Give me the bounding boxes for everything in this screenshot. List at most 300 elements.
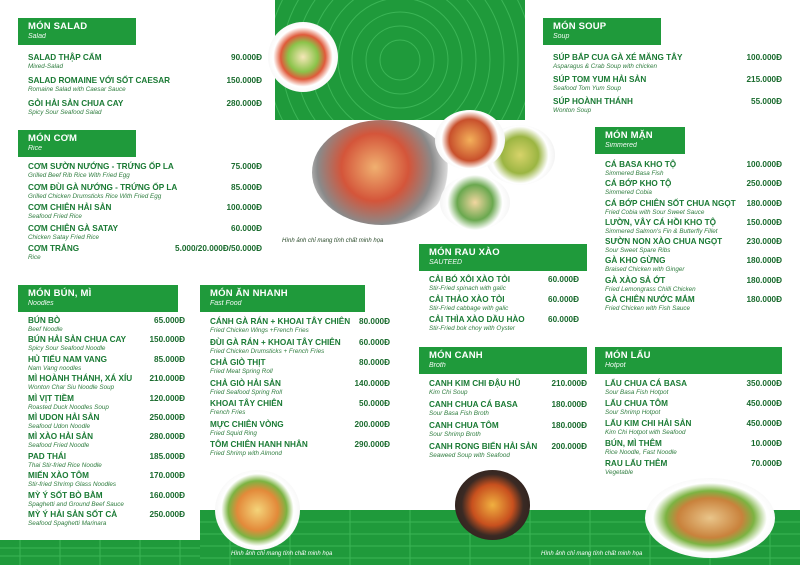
menu-item-description: Spaghetti and Ground Beef Sauce (28, 500, 124, 508)
menu-item (28, 316, 185, 334)
section-subtitle: SAUTEED (429, 259, 463, 266)
menu-item-text (553, 53, 683, 71)
menu-item-price: 450.000Đ (746, 419, 782, 428)
menu-item-text (605, 160, 676, 178)
menu-item-price: 50.000Đ (359, 399, 390, 408)
menu-item-text (28, 471, 116, 489)
section-lau (595, 347, 782, 479)
menu-item-text (28, 99, 123, 117)
menu-item-name: GÀ KHO GỪNG (605, 256, 666, 266)
menu-item-price: 75.000Đ (231, 162, 262, 171)
menu-item-name: CÁ BỚP CHIÊN SỐT CHUA NGỌT (605, 198, 736, 208)
menu-item-name: BÚN HẢI SẢN CHUA CAY (28, 335, 127, 345)
menu-item-price: 350.000Đ (746, 379, 782, 388)
illustration-caption-left: Hình ảnh chỉ mang tính chất minh họa (231, 551, 333, 557)
menu-item-price: 250.000Đ (746, 179, 782, 189)
menu-item (28, 76, 262, 94)
section-salad (18, 18, 262, 122)
menu-item-description: Grilled Beef Rib Rice With Fried Egg (28, 172, 130, 179)
section-header (18, 285, 178, 312)
menu-item-name: CƠM TRẮNG (28, 244, 80, 253)
menu-item (28, 394, 185, 412)
menu-item-name: LƯỜN, VÂY CÁ HỒI KHO TỘ (605, 217, 716, 227)
menu-item-name: CƠM SƯỜN NƯỚNG - TRỨNG ỐP LA (28, 162, 174, 171)
menu-item-text (553, 75, 646, 93)
menu-item (553, 53, 782, 71)
menu-item-text (28, 162, 174, 180)
menu-item-text (429, 295, 508, 313)
menu-item-description: Simmered Cobia (605, 189, 652, 197)
menu-item-description: Simmered Salmon's Fin & Butterfly Fillet (605, 227, 718, 235)
menu-item-text (429, 400, 518, 418)
menu-item (210, 379, 390, 397)
menu-item-price: 210.000Đ (149, 374, 185, 384)
section-subtitle: Soup (553, 33, 570, 40)
menu-item (28, 510, 185, 528)
menu-item-text (605, 199, 736, 217)
menu-item-name: CÁNH GÀ RÁN + KHOAI TÂY CHIÊN (210, 317, 351, 326)
menu-item-name: MÌ HOÀNH THÁNH, XÁ XÍU (28, 374, 133, 384)
section-com (18, 130, 262, 265)
menu-item-price: 215.000Đ (746, 75, 782, 84)
section-title: MÓN SOUP (553, 21, 607, 32)
item-list (595, 374, 782, 477)
menu-item-name: SALAD ROMAINE VỚI SỐT CAESAR (28, 76, 171, 85)
menu-item-name: SÚP HOÀNH THÁNH (553, 97, 633, 106)
section-canh (419, 347, 587, 463)
menu-item-description: French Fries (210, 409, 246, 416)
menu-item-name: MÌ VỊT TIỀM (28, 393, 74, 403)
menu-item-price: 200.000Đ (354, 419, 390, 429)
section-subtitle: Broth (429, 362, 446, 369)
menu-item-description: Seafood Fried Rice (28, 213, 82, 220)
menu-item-text (28, 355, 107, 373)
menu-item-price: 450.000Đ (746, 399, 782, 408)
menu-item (605, 379, 782, 397)
menu-item-name: LẨU CHUA CÁ BASA (605, 379, 688, 388)
menu-item-price: 180.000Đ (551, 400, 587, 409)
menu-item-description: Asparagus & Crab Soup with chicken (553, 63, 657, 70)
menu-item-description: Fried Chicken with Fish Sauce (605, 305, 691, 313)
menu-item-price: 80.000Đ (359, 358, 390, 367)
menu-item-price: 180.000Đ (746, 275, 782, 285)
menu-item-text (28, 183, 177, 201)
menu-item-text (605, 459, 667, 477)
menu-item-description: Seaweed Soup with Seafood (429, 452, 510, 459)
menu-item-description: Nam Vang noodles (28, 364, 82, 372)
menu-item-text (210, 440, 308, 458)
menu-item-name: KHOAI TÂY CHIÊN (210, 399, 283, 408)
menu-item-description: Fried Chicken Wings +French Fries (210, 327, 309, 334)
menu-item-description: Simmered Basa Fish (605, 170, 664, 177)
item-list (18, 45, 262, 117)
menu-item-text (605, 276, 696, 294)
menu-item (429, 400, 587, 418)
menu-item-name: CANH KIM CHI ĐẬU HŨ (429, 379, 521, 388)
noodle-plate-right-photo (645, 478, 775, 558)
menu-item-name: MIẾN XÀO TÔM (28, 471, 89, 481)
menu-item-price: 290.000Đ (354, 440, 390, 449)
menu-item-description: Fried Seafood Spring Roll (210, 388, 283, 396)
menu-item-description: Rice Noodle, Fast Noodle (605, 449, 677, 456)
menu-item-description: Seafood Tom Yum Soup (553, 85, 622, 92)
menu-item-name: CẢI THẢO XÀO TỎI (429, 295, 505, 304)
menu-item (605, 459, 782, 477)
menu-item (28, 183, 262, 201)
menu-item-text (28, 316, 63, 334)
menu-item-text (28, 413, 99, 431)
menu-item-price: 65.000Đ (154, 316, 185, 325)
menu-item-text (429, 315, 525, 333)
illustration-caption-mid: Hình ảnh chỉ mang tính chất minh họa (541, 551, 643, 557)
section-header (200, 285, 365, 312)
menu-item-price: 120.000Đ (149, 393, 185, 403)
menu-item-text (429, 275, 510, 293)
claypot-photo (455, 470, 530, 540)
menu-item (28, 203, 262, 221)
item-list (419, 271, 587, 333)
menu-item-price: 90.000Đ (231, 53, 262, 62)
menu-item (28, 471, 185, 489)
menu-item-price: 180.000Đ (551, 421, 587, 430)
menu-item (429, 275, 579, 293)
menu-item (210, 338, 390, 356)
menu-item-price: 280.000Đ (149, 432, 185, 442)
menu-item (210, 399, 390, 417)
menu-item (28, 53, 262, 71)
section-fastfood (200, 285, 390, 461)
menu-item-price: 100.000Đ (746, 160, 782, 169)
menu-item-name: RAU LẨU THÊM (605, 459, 668, 468)
menu-item (605, 419, 782, 437)
menu-item-text (28, 491, 124, 509)
menu-item (605, 218, 782, 236)
menu-item-description: Roasted Duck Noodles Soup (28, 403, 109, 411)
item-list (18, 157, 262, 262)
menu-item-price: 230.000Đ (746, 237, 782, 247)
menu-item-name: BÚN, MÌ THÊM (605, 439, 662, 448)
menu-item-description: Sour Basa Fish Broth (429, 410, 489, 417)
section-title: MÓN MẶN (605, 130, 653, 141)
menu-item-text (28, 452, 102, 470)
menu-item-description: Fried Meat Spring Roll (210, 368, 273, 375)
menu-item (28, 244, 262, 262)
menu-item-description: Romaine Salad with Caesar Sauce (28, 86, 126, 93)
menu-item-text (605, 256, 684, 274)
menu-item-name: CẢI BÓ XÔI XÀO TỎI (429, 275, 510, 284)
menu-item-name: CANH RONG BIỂN HẢI SẢN (429, 442, 538, 451)
menu-item-name: CÁ BỚP KHO TỘ (605, 179, 672, 189)
section-header (419, 244, 587, 271)
section-subtitle: Fast Food (210, 300, 242, 307)
menu-item-text (605, 379, 687, 397)
menu-item-text (605, 179, 671, 197)
menu-item-description: Stir-Fried cabbage with galic (429, 305, 509, 312)
menu-item-text (210, 420, 284, 438)
menu-item-price: 150.000Đ (226, 76, 262, 85)
menu-item-price: 60.000Đ (231, 223, 262, 233)
vegetable-plate-photo (440, 175, 510, 230)
menu-item-text (605, 218, 717, 236)
menu-item (605, 237, 782, 255)
menu-item (28, 491, 185, 509)
section-header (419, 347, 587, 374)
menu-item-text (28, 335, 126, 353)
menu-item-name: CÁ BASA KHO TỘ (605, 160, 677, 169)
menu-item-name: CHẢ GIÒ THỊT (210, 358, 266, 367)
menu-item-description: Beef Noodle (28, 326, 63, 333)
section-soup (543, 18, 782, 119)
section-subtitle: Salad (28, 33, 46, 40)
menu-item-price: 85.000Đ (231, 182, 262, 192)
menu-item-description: Sour Sweet Spare Ribs (605, 247, 671, 255)
menu-item-price: 200.000Đ (551, 442, 587, 451)
menu-item-price: 55.000Đ (751, 97, 782, 106)
menu-item-text (210, 338, 341, 356)
section-header (595, 347, 782, 374)
menu-item-text (210, 358, 273, 376)
menu-item-name: BÚN BÒ (28, 316, 61, 325)
menu-item-text (605, 439, 677, 457)
menu-item-text (429, 421, 499, 439)
section-title: MÓN SALAD (28, 21, 88, 32)
menu-item-name: CANH CHUA CÁ BASA (429, 400, 518, 409)
menu-item-text (553, 97, 633, 115)
menu-item-description: Stir-Fried bok choy with Oyster (429, 325, 515, 332)
menu-item-price: 140.000Đ (354, 378, 390, 388)
section-subtitle: Noodles (28, 300, 54, 307)
menu-item (28, 374, 185, 392)
noodle-plate-left-photo (215, 470, 300, 550)
menu-item-price: 80.000Đ (359, 317, 390, 326)
menu-item-text (28, 53, 102, 71)
menu-item-description: Stir-Fried spinach with galic (429, 285, 506, 292)
menu-item-description: Sour Shrimp Broth (429, 431, 481, 438)
menu-item-name: SÚP BẮP CUA GÀ XÉ MĂNG TÂY (553, 53, 683, 62)
section-title: MÓN LẨU (605, 350, 651, 361)
menu-item-description: Seafood Fried Noodle (28, 442, 90, 450)
menu-item-description: Spicy Sour Seafood Salad (28, 109, 102, 116)
menu-item-description: Kim Chi Soup (429, 389, 468, 396)
item-list (18, 312, 185, 528)
menu-item-price: 85.000Đ (154, 354, 185, 364)
menu-item-price: 70.000Đ (751, 459, 782, 468)
menu-item-description: Vegetable (605, 469, 634, 476)
section-subtitle: Rice (28, 145, 43, 152)
menu-item-price: 60.000Đ (548, 275, 579, 284)
menu-item (605, 439, 782, 457)
menu-item-description: Wonton Soup (553, 107, 592, 114)
menu-item-name: LẨU KIM CHI HẢI SẢN (605, 419, 692, 428)
menu-item-description: Fried Squid Ring (210, 429, 257, 437)
menu-item (429, 442, 587, 460)
menu-item-name: GÀ CHIÊN NƯỚC MẮM (605, 295, 695, 305)
menu-item (605, 256, 782, 274)
item-list (200, 312, 390, 458)
menu-item-text (28, 244, 79, 262)
menu-item (605, 399, 782, 417)
section-title: MÓN CANH (429, 350, 483, 361)
menu-item-description: Braised Chicken with Ginger (605, 266, 685, 274)
menu-item-price: 210.000Đ (551, 379, 587, 388)
section-title: MÓN RAU XÀO (429, 247, 500, 258)
section-man (595, 127, 782, 314)
menu-item (605, 276, 782, 294)
menu-item-name: MỲ Ý SỐT BÒ BẰM (28, 490, 103, 500)
menu-item-price: 100.000Đ (226, 203, 262, 212)
salad-plate-photo (268, 22, 338, 92)
menu-item-text (210, 379, 282, 397)
menu-item (210, 440, 390, 458)
menu-item-price: 160.000Đ (149, 490, 185, 500)
menu-item (28, 224, 262, 242)
menu-item-text (605, 295, 695, 313)
menu-item-description: Thai Stir-fried Rice Noodle (28, 461, 102, 469)
section-title: MÓN CƠM (28, 133, 78, 144)
menu-item-name: CƠM CHIÊN HẢI SẢN (28, 203, 112, 212)
menu-item-name: MỰC CHIÊN VÒNG (210, 419, 284, 429)
menu-item-description: Spicy Sour Seafood Noodle (28, 345, 106, 353)
item-list (595, 154, 782, 313)
menu-item-price: 150.000Đ (746, 217, 782, 227)
menu-item-name: MÌ UDON HẢI SẢN (28, 412, 100, 422)
menu-item-price: 150.000Đ (149, 335, 185, 345)
menu-item-price: 180.000Đ (746, 295, 782, 305)
pattern-decoration (0, 540, 200, 565)
menu-item (28, 432, 185, 450)
seafood-hotpot-photo (312, 120, 452, 225)
illustration-caption-top: Hình ảnh chỉ mang tính chất minh họa (282, 238, 384, 244)
section-bun (18, 285, 185, 529)
menu-item-description: Fried Lemongrass Chilli Chicken (605, 285, 696, 293)
section-header (543, 18, 661, 45)
menu-item-price: 170.000Đ (149, 471, 185, 481)
menu-item-description: Sour Shrimp Hotpot (605, 409, 661, 416)
menu-item-price: 60.000Đ (548, 315, 579, 324)
menu-item-description: Mixed-Salad (28, 63, 63, 70)
menu-item-description: Chicken Satay Fried Rice (28, 233, 100, 241)
section-header (18, 130, 136, 157)
menu-item-name: TÔM CHIÊN HANH NHÂN (210, 440, 308, 449)
menu-item (605, 199, 782, 217)
item-list (419, 374, 587, 460)
menu-item-description: Fried Chicken Drumsticks + French Fries (210, 347, 325, 355)
menu-item-text (605, 419, 691, 437)
menu-item-name: MỲ Ý HẢI SẢN SỐT CÀ (28, 509, 118, 519)
menu-item-text (429, 442, 537, 460)
menu-item-price: 60.000Đ (359, 337, 390, 347)
menu-item (28, 355, 185, 373)
menu-item-text (605, 399, 668, 417)
menu-item-description: Fried Cobia with Sour Sweet Sauce (605, 208, 705, 216)
menu-item-name: CẢI THÌA XÀO DẦU HÀO (429, 315, 525, 324)
menu-item-name: CƠM ĐÙI GÀ NƯỚNG - TRỨNG ỐP LA (28, 182, 178, 192)
menu-item-text (28, 432, 93, 450)
menu-item-description: Kim Chi Hotpot with Seafood (605, 429, 686, 436)
section-subtitle: Hotpot (605, 362, 626, 369)
menu-item-description: Sour Basa Fish Hotpot (605, 389, 669, 396)
menu-item (28, 413, 185, 431)
menu-item-text (429, 379, 520, 397)
item-list (543, 45, 782, 115)
menu-item-text (605, 237, 722, 255)
menu-item (210, 420, 390, 438)
menu-item (429, 421, 587, 439)
menu-item-name: SÚP TOM YUM HẢI SẢN (553, 75, 647, 84)
menu-item-text (28, 224, 118, 242)
menu-item-name: CƠM CHIÊN GÀ SATAY (28, 223, 119, 233)
menu-item (553, 75, 782, 93)
menu-item-price: 250.000Đ (149, 412, 185, 422)
menu-item-description: Fried Shrimp with Almond (210, 450, 282, 457)
menu-item-name: HỦ TIẾU NAM VANG (28, 354, 107, 364)
menu-item-description: Grilled Chicken Drumsticks Rice With Fried Egg (28, 192, 162, 200)
menu-item (429, 295, 579, 313)
menu-item-name: CHẢ GIÒ HẢI SẢN (210, 378, 281, 388)
section-subtitle: Simmered (605, 142, 637, 149)
menu-item-name: PAD THÁI (28, 451, 67, 461)
menu-item-name: SƯỜN NON XÀO CHUA NGỌT (605, 237, 723, 247)
section-header (18, 18, 136, 45)
menu-item-name: MÌ XÀO HẢI SẢN (28, 432, 94, 442)
menu-item (429, 315, 579, 333)
menu-item-price: 185.000Đ (149, 451, 185, 461)
menu-item-price: 280.000Đ (226, 99, 262, 108)
menu-item-price: 180.000Đ (746, 256, 782, 266)
menu-item (210, 317, 390, 335)
menu-item-name: GỎI HẢI SẢN CHUA CAY (28, 99, 124, 108)
section-title: MÓN BÚN, MÌ (28, 288, 92, 299)
menu-item-price: 5.000/20.000Đ/50.000Đ (175, 244, 262, 253)
menu-item (605, 295, 782, 313)
menu-item-price: 180.000Đ (746, 198, 782, 208)
section-rauxao (419, 244, 587, 335)
menu-item (28, 162, 262, 180)
menu-item-price: 60.000Đ (548, 295, 579, 304)
menu-item-text (28, 374, 132, 392)
menu-item-description: Rice (28, 254, 41, 261)
menu-item-name: LẨU CHUA TÔM (605, 399, 668, 408)
menu-item (28, 335, 185, 353)
menu-item-text (28, 203, 111, 221)
menu-item-name: GÀ XÀO SẢ ỚT (605, 275, 666, 285)
menu-item-price: 100.000Đ (746, 53, 782, 62)
fried-dish-photo (435, 110, 505, 170)
menu-item-name: SALAD THẬP CẨM (28, 53, 102, 62)
menu-item-text (210, 317, 350, 335)
section-header (595, 127, 685, 154)
menu-item-name: ĐÙI GÀ RÁN + KHOAI TÂY CHIÊN (210, 337, 341, 347)
menu-item-description: Seafood Udon Noodle (28, 422, 90, 430)
menu-item-text (28, 510, 117, 528)
menu-item (605, 160, 782, 178)
menu-item (605, 179, 782, 197)
menu-item-description: Stir-fried Shrimp Glass Noodles (28, 481, 117, 489)
menu-item (429, 379, 587, 397)
menu-item-price: 250.000Đ (149, 509, 185, 519)
section-title: MÓN ĂN NHANH (210, 288, 288, 299)
menu-item (28, 452, 185, 470)
menu-item (28, 99, 262, 117)
menu-item-description: Seafood Spaghetti Marinara (28, 519, 107, 527)
left-bottom-panel (0, 540, 200, 565)
menu-item-text (28, 394, 109, 412)
menu-item-price: 10.000Đ (751, 439, 782, 448)
menu-item (553, 97, 782, 115)
menu-item-text (28, 76, 170, 94)
menu-item-text (210, 399, 283, 417)
menu-item-description: Wonton Char Siu Noodle Soup (28, 384, 115, 392)
